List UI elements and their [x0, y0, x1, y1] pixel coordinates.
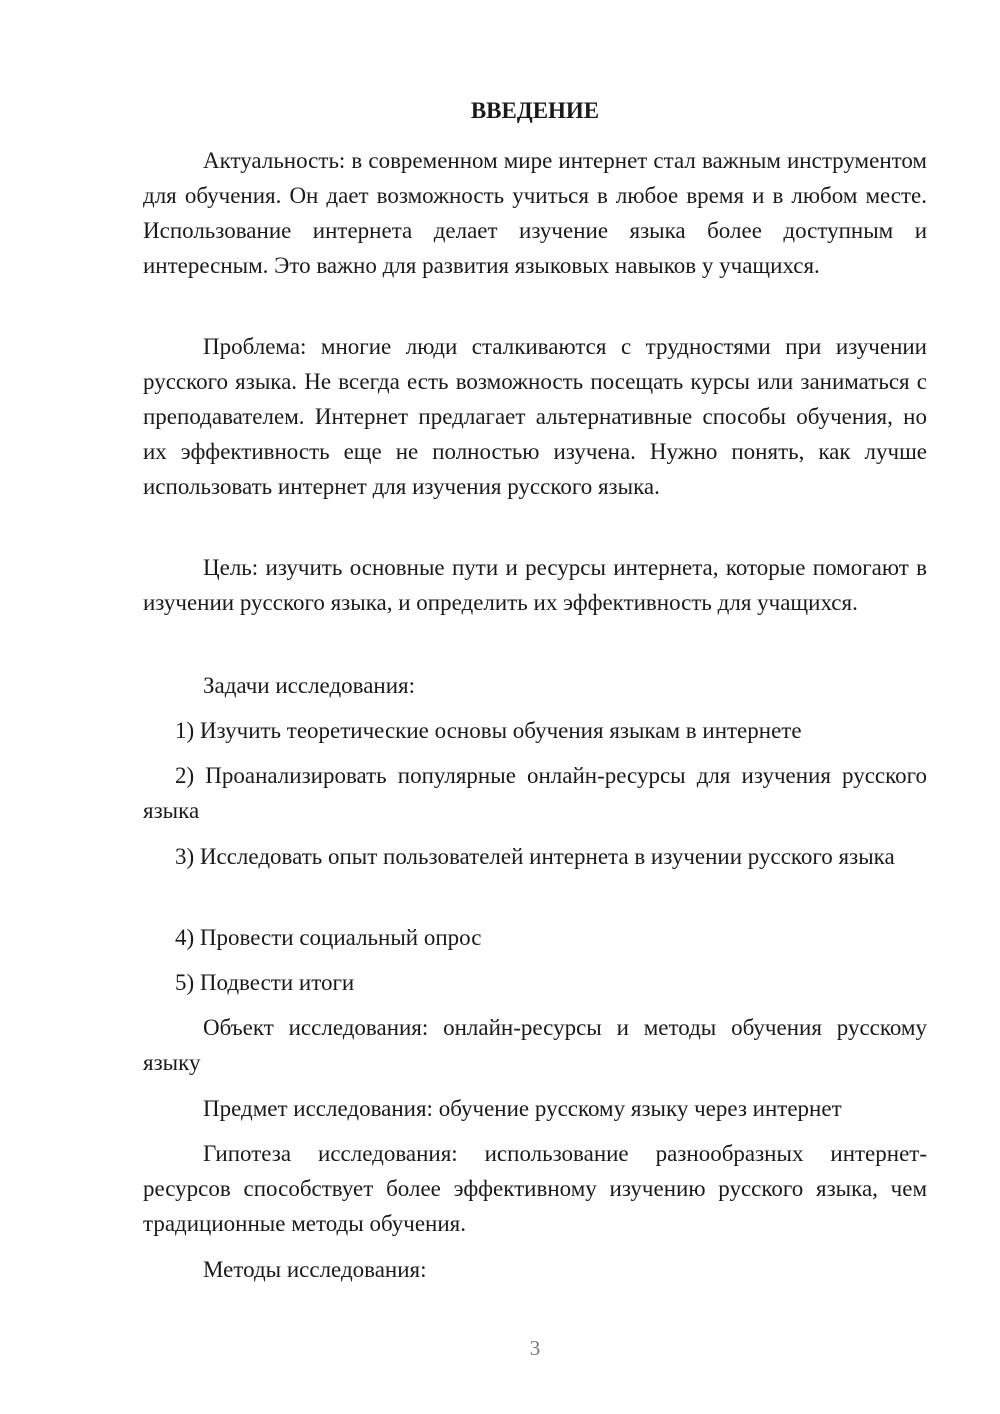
paragraph-hypothesis: Гипотеза исследования: использование разнообразных интернет-ресурсов способствует более эффективному изучению русского языка, чем традиционные методы обучения.	[143, 1141, 927, 1236]
paragraph-methods: Методы исследования:	[203, 1257, 427, 1282]
page-title: ВВЕДЕНИЕ	[470, 98, 600, 123]
task-item-3: 3) Исследовать опыт пользователей интернета в изучении русского языка	[175, 844, 895, 869]
paragraph-relevance: Актуальность: в современном мире интернет стал важным инструментом для обучения. Он дает возможность учиться в любое время и в любом месте. Использование интернета делает изучение языка более доступным и интересным. Это важно для развития языковых навыков у учащихся.	[143, 148, 927, 278]
paragraph-tasks-heading: Задачи исследования:	[203, 673, 416, 698]
paragraph-goal: Цель: изучить основные пути и ресурсы интернета, которые помогают в изучении русского языка, и определить их эффективность для учащихся.	[143, 555, 927, 615]
task-item-5: 5) Подвести итоги	[175, 970, 355, 995]
task-item-1: 1) Изучить теоретические основы обучения языкам в интернете	[175, 718, 802, 743]
task-item-4: 4) Провести социальный опрос	[175, 925, 482, 950]
task-item-2: 2) Проанализировать популярные онлайн-ресурсы для изучения русского языка	[143, 763, 927, 823]
paragraph-problem: Проблема: многие люди сталкиваются с трудностями при изучении русского языка. Не всегда есть возможность посещать курсы или заниматься с преподавателем. Интернет предлагает альтернативные способы обучения, но их эффективность еще не полностью изучена. Нужно понять, как лучше использовать интернет для изучения русского языка.	[143, 334, 927, 499]
page-number: 3	[529, 1336, 541, 1360]
paragraph-object: Объект исследования: онлайн-ресурсы и методы обучения русскому языку	[143, 1015, 927, 1075]
document-page	[143, 0, 927, 1414]
paragraph-subject: Предмет исследования: обучение русскому языку через интернет	[203, 1096, 842, 1121]
